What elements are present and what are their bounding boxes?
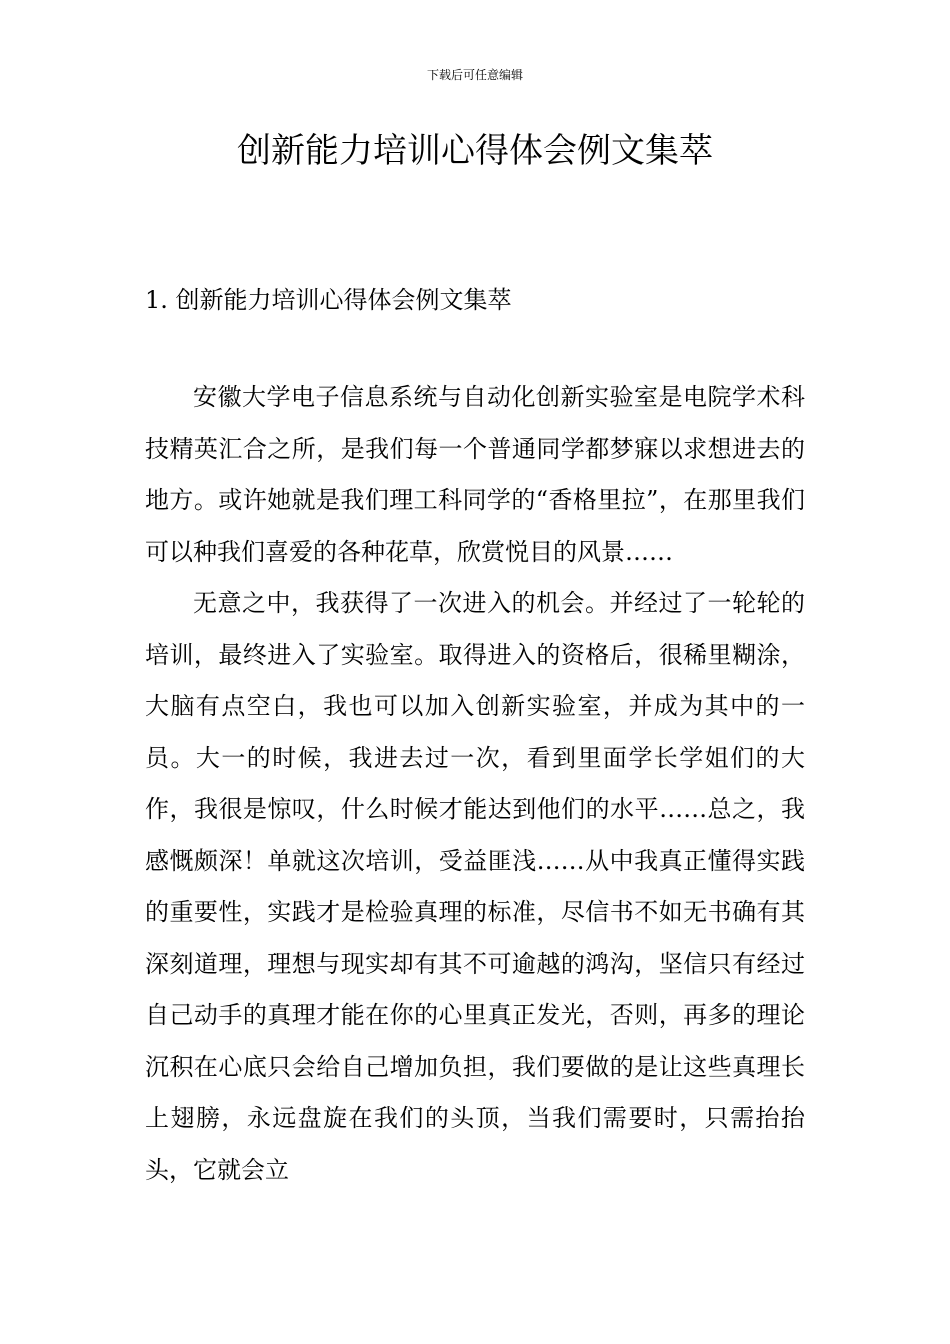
header-note: 下载后可任意编辑 — [426, 68, 523, 82]
section-heading: 1. 创新能力培训心得体会例文集萃 — [145, 286, 512, 314]
paragraph: 无意之中，我获得了一次进入的机会。并经过了一轮轮的培训，最终进入了实验室。取得进入的资格后，很稀里糊涂，大脑有点空白，我也可以加入创新实验室，并成为其中的一员。大一的时候，我进去过一次，看到里面学长学姐们的大作，我很是惊叹，什么时候才能达到他们的水平……总之，我感慨颇深！单就这次培训，受益匪浅……从中我真正懂得实践的重要性，实践才是检验真理的标准，尽信书不如无书确有其深刻道理，理想与现实却有其不可逾越的鸿沟，坚信只有经过自己动手的真理才能在你的心里真正发光，否则，再多的理论沉积在心底只会给自己增加负担，我们要做的是让这些真理长上翅膀，永远盘旋在我们的头顶，当我们需要时，只需抬抬头，它就会立 — [145, 589, 805, 1184]
document-title: 创新能力培训心得体会例文集萃 — [237, 131, 713, 171]
body-text — [145, 372, 805, 1196]
paragraph: 安徽大学电子信息系统与自动化创新实验室是电院学术科技精英汇合之所，是我们每一个普通同学都梦寐以求想进去的地方。或许她就是我们理工科同学的“香格里拉”，在那里我们可以种我们喜爱的各种花草，欣赏悦目的风景…… — [145, 383, 805, 566]
